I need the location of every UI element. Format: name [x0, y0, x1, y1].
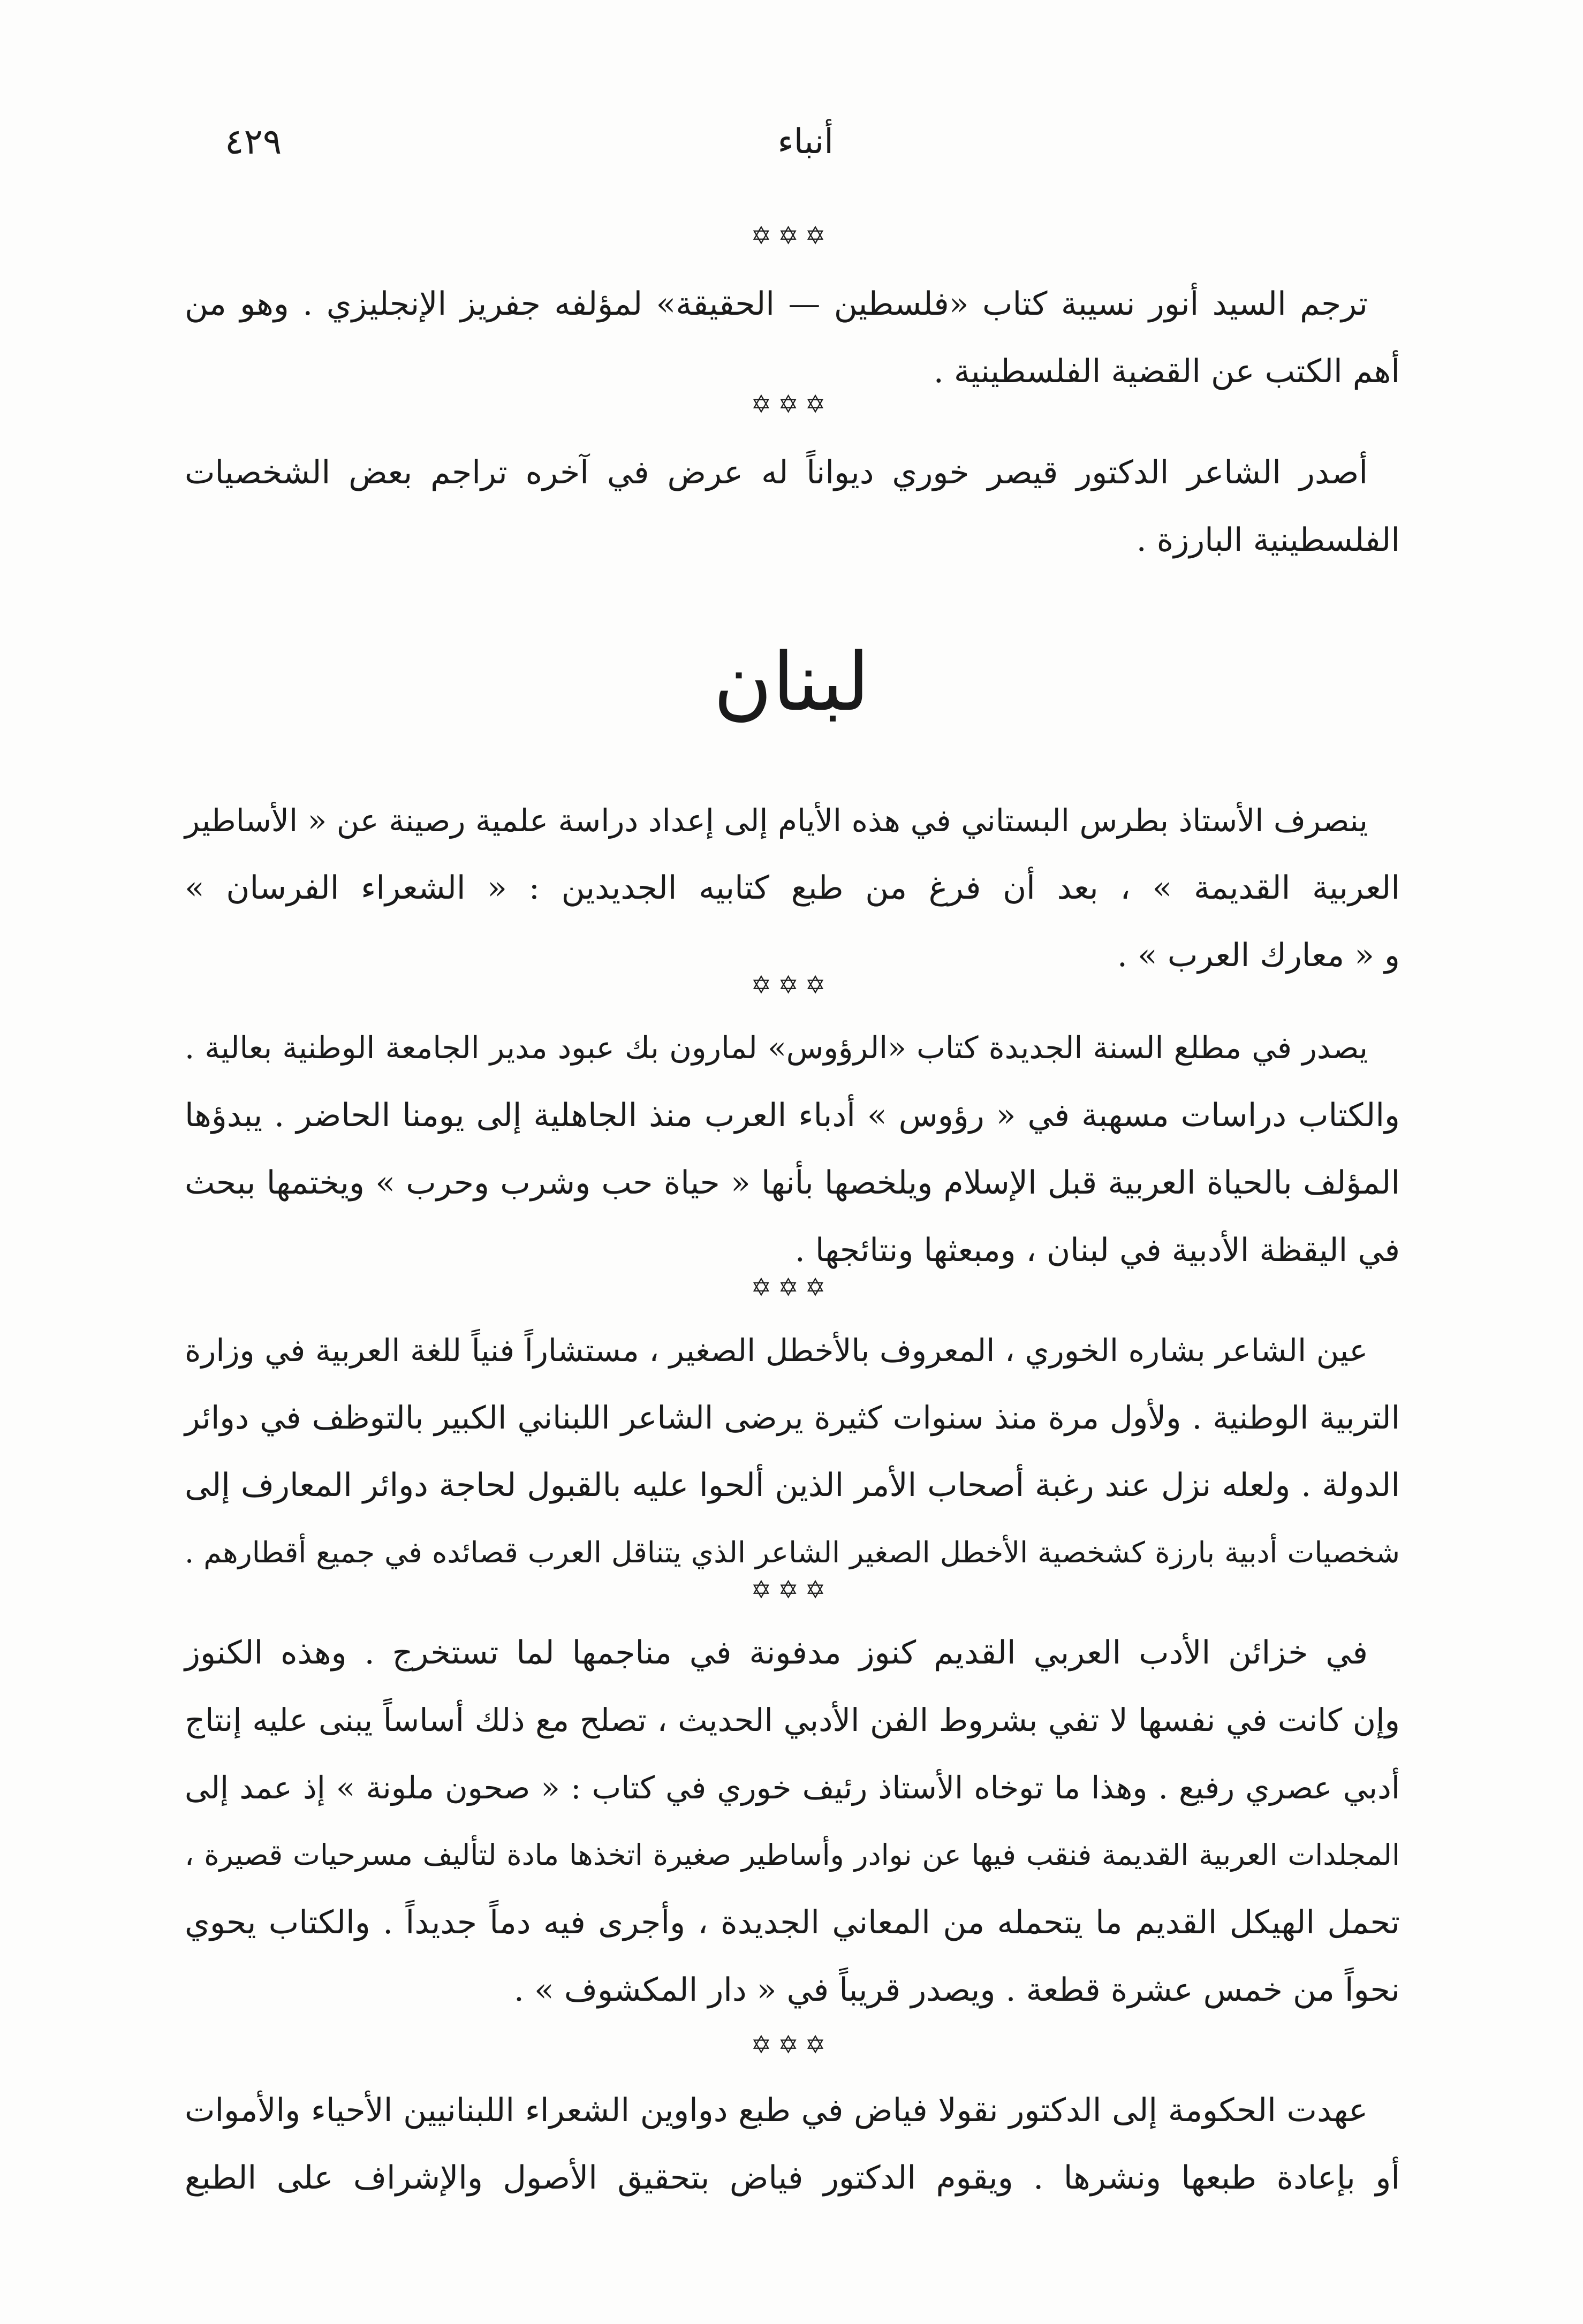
star-separator: ✡✡✡: [751, 221, 832, 250]
paragraph-line: و « معارك العرب » .: [1117, 937, 1400, 974]
star-separator: ✡✡✡: [751, 1273, 832, 1302]
paragraph-line: المجلدات العربية القديمة فنقب فيها عن نوادر وأساطير صغيرة اتخذها مادة لتأليف مسرحيات قصيرة ،: [185, 1838, 1400, 1872]
news-paragraph-diwan: [185, 439, 1400, 574]
paragraph-line: الفلسطينية البارزة .: [1136, 521, 1400, 559]
star-separator: ✡✡✡: [751, 970, 832, 999]
news-paragraph-akhtal: [185, 1317, 1400, 1586]
news-paragraph-translation: [185, 270, 1400, 405]
paragraph-line: عهدت الحكومة إلى الدكتور نقولا فياض في طبع دواوين الشعراء اللبنانيين الأحياء والأموات: [185, 2092, 1368, 2129]
paragraph-line: والكتاب دراسات مسهبة في « رؤوس » أدباء العرب منذ الجاهلية إلى يومنا الحاضر . يبدؤها: [185, 1097, 1400, 1134]
paragraph-line: في اليقظة الأدبية في لبنان ، ومبعثها ونتائجها .: [794, 1232, 1400, 1269]
paragraph-line: ترجم السيد أنور نسيبة كتاب «فلسطين — الحقيقة» لمؤلفه جفريز الإنجليزي . وهو من: [185, 285, 1368, 323]
star-separator: ✡✡✡: [751, 1575, 832, 1604]
star-separator: ✡✡✡: [751, 390, 832, 419]
page-header: [203, 120, 1380, 163]
paragraph-line: العربية القديمة » ، بعد أن فرغ من طبع كتابيه الجديدين : « الشعراء الفرسان »: [185, 869, 1400, 907]
news-paragraph-fayyad: [185, 2077, 1400, 2212]
paragraph-line: أصدر الشاعر الدكتور قيصر خوري ديواناً له عرض في آخره تراجم بعض الشخصيات: [185, 454, 1368, 491]
paragraph-line: التربية الوطنية . ولأول مرة منذ سنوات كثيرة يرضى الشاعر اللبناني الكبير بالتوظف في دوائر: [185, 1399, 1400, 1436]
news-paragraph-abboud: [185, 1014, 1400, 1284]
paragraph-line: أهم الكتب عن القضية الفلسطينية .: [933, 353, 1400, 390]
paragraph-line: المؤلف بالحياة العربية قبل الإسلام ويلخصها بأنها « حياة حب وشرب وحرب » ويختمها ببحث: [185, 1164, 1400, 1202]
star-separator: ✡✡✡: [751, 2030, 832, 2059]
paragraph-line: أدبي عصري رفيع . وهذا ما توخاه الأستاذ رئيف خوري في كتاب : « صحون ملونة » إذ عمد إلى: [185, 1769, 1400, 1806]
paragraph-line: عين الشاعر بشاره الخوري ، المعروف بالأخطل الصغير ، مستشاراً فنياً للغة العربية في وزارة: [185, 1332, 1368, 1369]
paragraph-line: يصدر في مطلع السنة الجديدة كتاب «الرؤوس» لمارون بك عبود مدير الجامعة الوطنية بعالية .: [185, 1030, 1368, 1066]
section-title-lebanon: لبنان: [713, 636, 870, 729]
paragraph-line: ينصرف الأستاذ بطرس البستاني في هذه الأيام إلى إعداد دراسة علمية رصينة عن « الأساطير: [185, 802, 1368, 839]
paragraph-line: في خزائن الأدب العربي القديم كنوز مدفونة في مناجمها لما تستخرج . وهذه الكنوز: [185, 1634, 1368, 1672]
news-paragraph-bustani: [185, 787, 1400, 989]
paragraph-line: أو بإعادة طبعها ونشرها . ويقوم الدكتور فياض بتحقيق الأصول والإشراف على الطبع: [185, 2159, 1400, 2197]
paragraph-line: وإن كانت في نفسها لا تفي بشروط الفن الأدبي الحديث ، تصلح مع ذلك أساساً يبنى عليه إنتاج: [185, 1702, 1400, 1738]
running-title: أنباء: [777, 122, 834, 162]
news-paragraph-raif-khoury: [185, 1619, 1400, 2024]
paragraph-line: الدولة . ولعله نزل عند رغبة أصحاب الأمر الذين ألحوا عليه بالقبول لحاجة دوائر المعارف إلى: [185, 1467, 1400, 1504]
paragraph-line: شخصيات أدبية بارزة كشخصية الأخطل الصغير الشاعر الذي يتناقل العرب قصائده في جميع أقطارهم .: [185, 1536, 1400, 1569]
paragraph-line: نحواً من خمس عشرة قطعة . ويصدر قريباً في « دار المكشوف » .: [513, 1971, 1400, 2009]
page-number: ٤٢٩: [225, 121, 282, 162]
paragraph-line: تحمل الهيكل القديم ما يتحمله من المعاني الجديدة ، وأجرى فيه دماً جديداً . والكتاب يحوي: [185, 1904, 1400, 1941]
